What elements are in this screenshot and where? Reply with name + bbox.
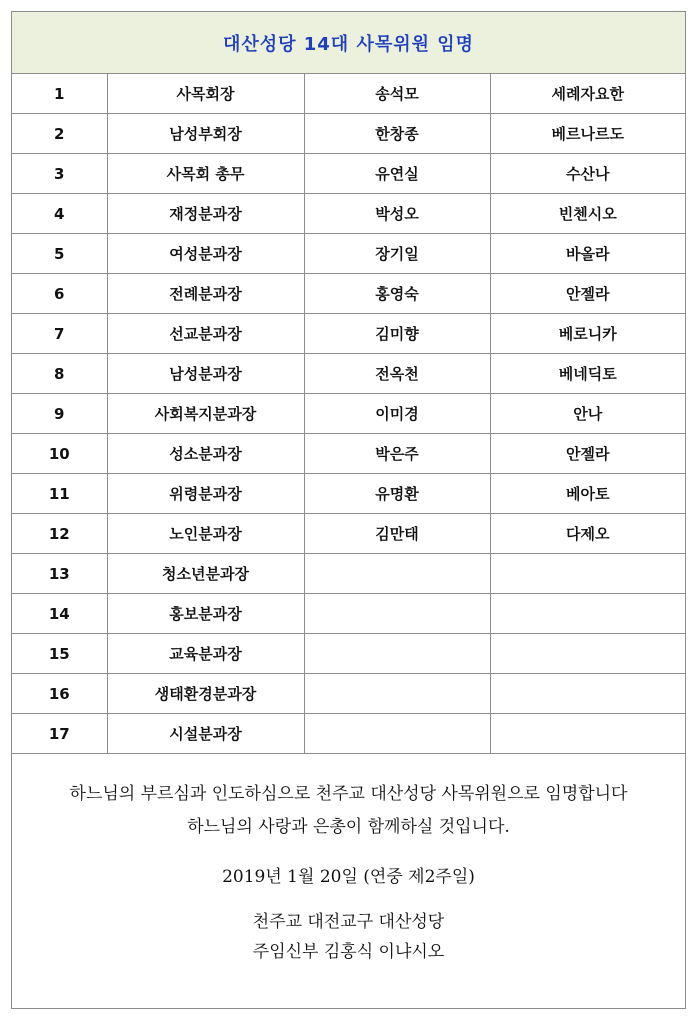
row-number-cell: 4 xyxy=(12,194,107,234)
role-cell: 사목회장 xyxy=(107,74,304,114)
baptismal-name-cell: 빈첸시오 xyxy=(490,194,685,234)
role-cell: 재정분과장 xyxy=(107,194,304,234)
baptismal-name-cell: 베네딕토 xyxy=(490,354,685,394)
appointment-footer xyxy=(12,778,685,967)
table-row xyxy=(12,314,685,354)
row-number-cell: 12 xyxy=(12,514,107,554)
name-cell xyxy=(304,674,490,714)
row-number-cell: 6 xyxy=(12,274,107,314)
row-number-cell: 2 xyxy=(12,114,107,154)
baptismal-name-cell: 다제오 xyxy=(490,514,685,554)
name-cell: 박성오 xyxy=(304,194,490,234)
name-cell xyxy=(304,554,490,594)
role-cell: 사목회 총무 xyxy=(107,154,304,194)
table-row xyxy=(12,594,685,634)
row-number-cell: 13 xyxy=(12,554,107,594)
role-cell: 위령분과장 xyxy=(107,474,304,514)
role-cell: 청소년분과장 xyxy=(107,554,304,594)
document-title: 대산성당 14대 사목위원 임명 xyxy=(222,33,475,55)
baptismal-name-cell: 안젤라 xyxy=(490,434,685,474)
appointment-message-line1: 하느님의 부르심과 인도하심으로 천주교 대산성당 사목위원으로 임명합니다 xyxy=(69,784,628,804)
baptismal-name-cell: 베르나르도 xyxy=(490,114,685,154)
name-cell xyxy=(304,594,490,634)
row-number-cell: 3 xyxy=(12,154,107,194)
row-number-cell: 1 xyxy=(12,74,107,114)
name-cell: 장기일 xyxy=(304,234,490,274)
baptismal-name-cell xyxy=(490,634,685,674)
baptismal-name-cell: 수산나 xyxy=(490,154,685,194)
table-row xyxy=(12,514,685,554)
appointment-table xyxy=(12,74,685,754)
appointment-message-line2: 하느님의 사랑과 은총이 함께하실 것입니다. xyxy=(187,817,510,837)
table-row xyxy=(12,74,685,114)
baptismal-name-cell: 바올라 xyxy=(490,234,685,274)
baptismal-name-cell: 베로니카 xyxy=(490,314,685,354)
baptismal-name-cell xyxy=(490,714,685,754)
row-number-cell: 16 xyxy=(12,674,107,714)
name-cell: 한창종 xyxy=(304,114,490,154)
row-number-cell: 10 xyxy=(12,434,107,474)
table-row xyxy=(12,194,685,234)
appointment-date: 2019년 1월 20일 (연중 제2주일) xyxy=(222,867,475,887)
row-number-cell: 14 xyxy=(12,594,107,634)
table-row xyxy=(12,234,685,274)
name-cell xyxy=(304,634,490,674)
row-number-cell: 7 xyxy=(12,314,107,354)
name-cell: 전옥천 xyxy=(304,354,490,394)
role-cell: 성소분과장 xyxy=(107,434,304,474)
baptismal-name-cell: 베아토 xyxy=(490,474,685,514)
name-cell: 유명환 xyxy=(304,474,490,514)
table-row xyxy=(12,714,685,754)
table-row xyxy=(12,674,685,714)
role-cell: 선교분과장 xyxy=(107,314,304,354)
row-number-cell: 5 xyxy=(12,234,107,274)
table-row xyxy=(12,354,685,394)
baptismal-name-cell xyxy=(490,594,685,634)
table-row xyxy=(12,434,685,474)
name-cell: 홍영숙 xyxy=(304,274,490,314)
role-cell: 여성분과장 xyxy=(107,234,304,274)
name-cell: 김미향 xyxy=(304,314,490,354)
baptismal-name-cell: 안젤라 xyxy=(490,274,685,314)
role-cell: 남성분과장 xyxy=(107,354,304,394)
appointment-table-body xyxy=(12,74,685,754)
name-cell: 박은주 xyxy=(304,434,490,474)
pastor-signature-line: 주임신부 김홍식 이냐시오 xyxy=(252,942,445,962)
table-row xyxy=(12,114,685,154)
table-row xyxy=(12,634,685,674)
role-cell: 노인분과장 xyxy=(107,514,304,554)
role-cell: 전례분과장 xyxy=(107,274,304,314)
role-cell: 사회복지분과장 xyxy=(107,394,304,434)
role-cell: 생태환경분과장 xyxy=(107,674,304,714)
role-cell: 시설분과장 xyxy=(107,714,304,754)
name-cell: 김만태 xyxy=(304,514,490,554)
name-cell xyxy=(304,714,490,754)
baptismal-name-cell: 세례자요한 xyxy=(490,74,685,114)
role-cell: 남성부회장 xyxy=(107,114,304,154)
baptismal-name-cell: 안나 xyxy=(490,394,685,434)
table-row xyxy=(12,394,685,434)
baptismal-name-cell xyxy=(490,554,685,594)
name-cell: 유연실 xyxy=(304,154,490,194)
baptismal-name-cell xyxy=(490,674,685,714)
row-number-cell: 15 xyxy=(12,634,107,674)
table-row xyxy=(12,554,685,594)
church-name: 천주교 대전교구 대산성당 xyxy=(252,912,445,932)
row-number-cell: 9 xyxy=(12,394,107,434)
role-cell: 홍보분과장 xyxy=(107,594,304,634)
row-number-cell: 11 xyxy=(12,474,107,514)
table-row xyxy=(12,274,685,314)
appointment-document xyxy=(11,11,686,1009)
role-cell: 교육분과장 xyxy=(107,634,304,674)
row-number-cell: 17 xyxy=(12,714,107,754)
name-cell: 이미경 xyxy=(304,394,490,434)
row-number-cell: 8 xyxy=(12,354,107,394)
name-cell: 송석모 xyxy=(304,74,490,114)
title-row xyxy=(12,12,685,74)
table-row xyxy=(12,474,685,514)
table-row xyxy=(12,154,685,194)
